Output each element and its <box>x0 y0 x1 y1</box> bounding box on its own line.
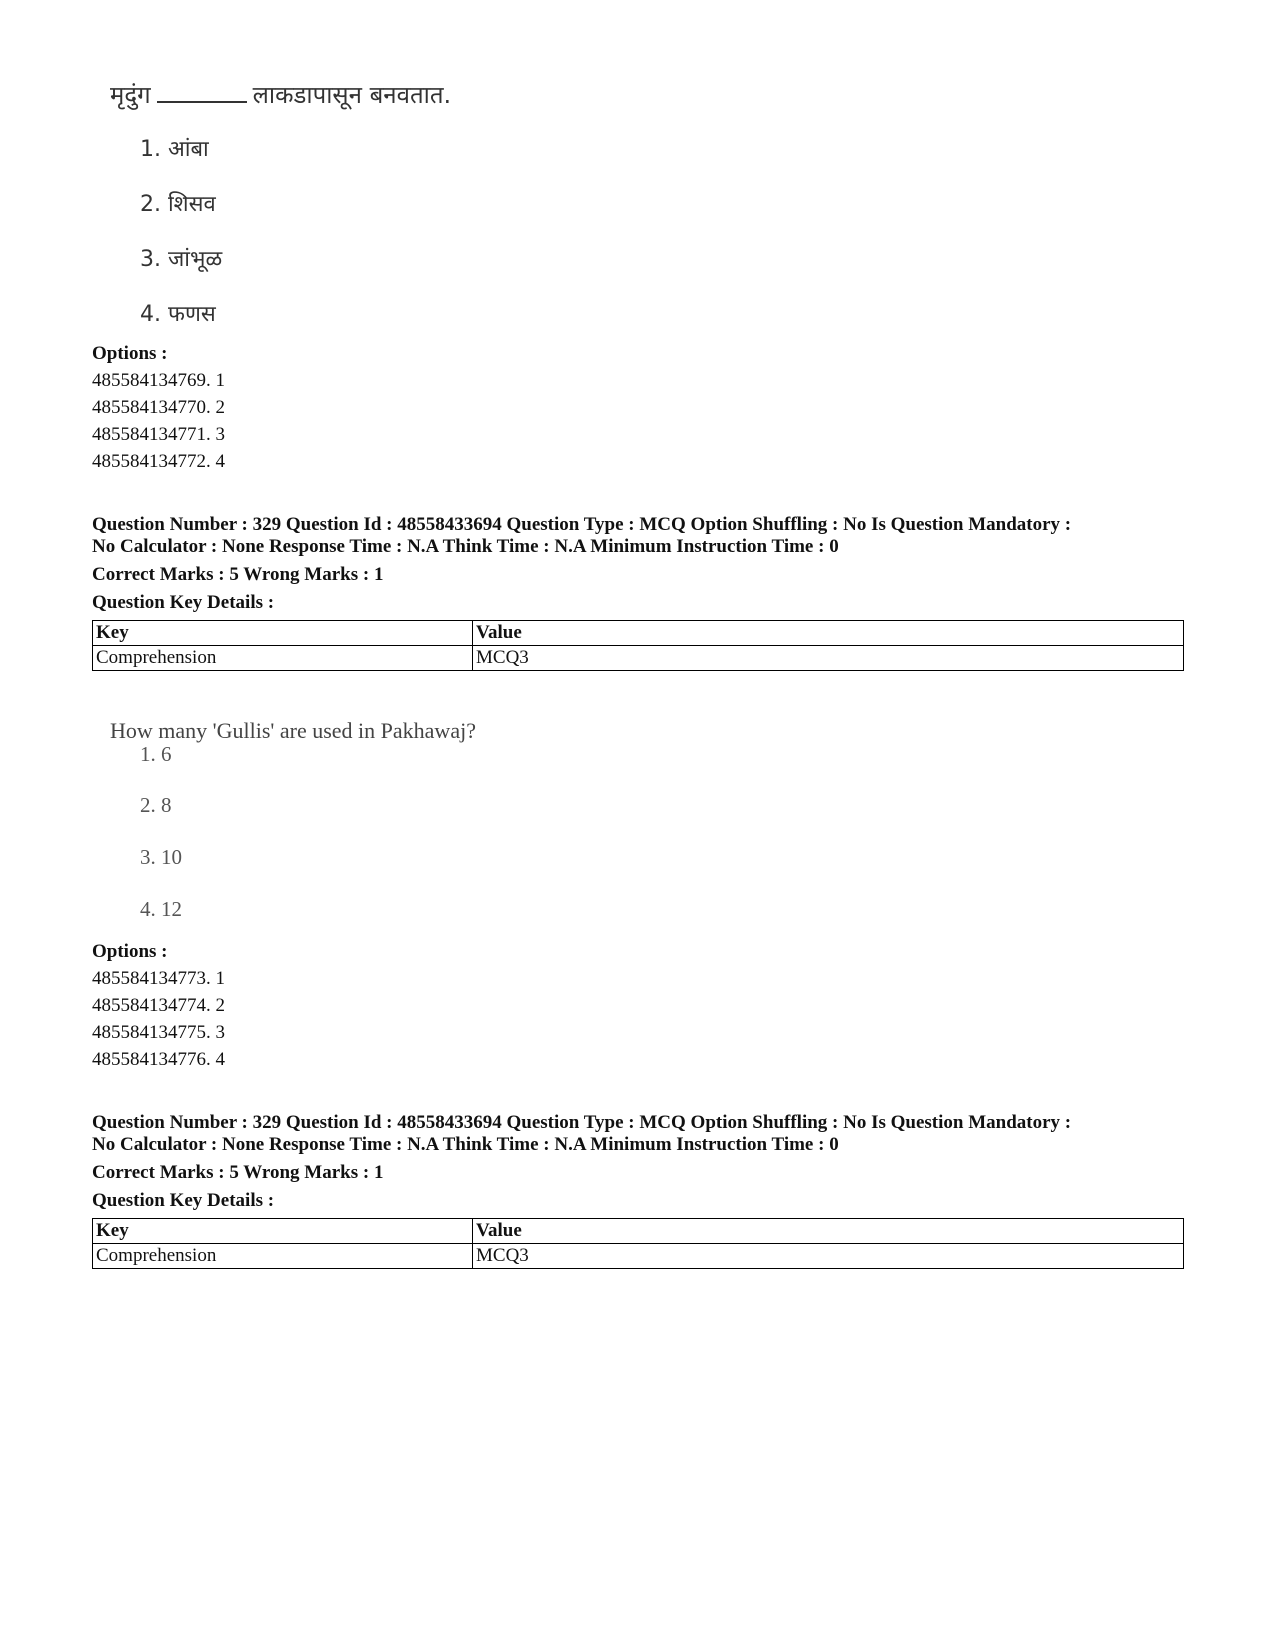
q1-stem-before: मृदुंग <box>110 81 151 109</box>
q2-stem: How many 'Gullis' are used in Pakhawaj? <box>110 718 476 743</box>
q1-choice-1: 1. आंबा <box>140 137 209 162</box>
q2-options-label: Options : <box>92 941 168 962</box>
q2-choice-3: 3. 10 <box>140 845 182 869</box>
q2-choice-2: 2. 8 <box>140 793 172 817</box>
block2-marks: Correct Marks : 5 Wrong Marks : 1 <box>92 1162 384 1183</box>
table-cell-key: Comprehension <box>93 646 473 671</box>
table-header-value: Value <box>473 1219 1184 1244</box>
block1-key-details: Question Key Details : <box>92 592 275 613</box>
table-header-value: Value <box>473 621 1184 646</box>
block2-meta-line2: No Calculator : None Response Time : N.A Think Time : N.A Minimum Instruction Time : 0 <box>92 1134 839 1155</box>
q1-choice-2: 2. शिसव <box>140 192 216 217</box>
block1-meta-line1: Question Number : 329 Question Id : 48558433694 Question Type : MCQ Option Shuffling : No Is Question Mandatory : <box>92 514 1072 535</box>
q1-stem-after: लाकडापासून बनवतात. <box>252 81 452 109</box>
q1-option-1: 485584134769. 1 <box>92 370 225 391</box>
q2-option-4: 485584134776. 4 <box>92 1049 225 1070</box>
table-cell-value: MCQ3 <box>473 646 1184 671</box>
q2-choice-1: 1. 6 <box>140 742 172 766</box>
table-cell-value: MCQ3 <box>473 1244 1184 1269</box>
table-row <box>93 1244 1184 1269</box>
q1-stem <box>110 78 451 111</box>
q1-option-2: 485584134770. 2 <box>92 397 225 418</box>
block1-marks: Correct Marks : 5 Wrong Marks : 1 <box>92 564 384 585</box>
block2-meta-line1: Question Number : 329 Question Id : 48558433694 Question Type : MCQ Option Shuffling : No Is Question Mandatory : <box>92 1112 1072 1133</box>
q2-option-3: 485584134775. 3 <box>92 1022 225 1043</box>
q1-option-4: 485584134772. 4 <box>92 451 225 472</box>
q1-options-label: Options : <box>92 343 168 364</box>
q2-choice-4: 4. 12 <box>140 897 182 921</box>
q1-blank <box>157 81 247 103</box>
table-header-key: Key <box>93 621 473 646</box>
table-row <box>93 646 1184 671</box>
q1-choice-4: 4. फणस <box>140 302 216 327</box>
q2-option-1: 485584134773. 1 <box>92 968 225 989</box>
block2-key-details: Question Key Details : <box>92 1190 275 1211</box>
table-row <box>93 1219 1184 1244</box>
q1-choice-3: 3. जांभूळ <box>140 247 223 272</box>
block1-meta-line2: No Calculator : None Response Time : N.A Think Time : N.A Minimum Instruction Time : 0 <box>92 536 839 557</box>
block1-key-table <box>92 620 1184 671</box>
table-header-key: Key <box>93 1219 473 1244</box>
block2-key-table <box>92 1218 1184 1269</box>
q1-option-3: 485584134771. 3 <box>92 424 225 445</box>
table-cell-key: Comprehension <box>93 1244 473 1269</box>
q2-option-2: 485584134774. 2 <box>92 995 225 1016</box>
table-row <box>93 621 1184 646</box>
